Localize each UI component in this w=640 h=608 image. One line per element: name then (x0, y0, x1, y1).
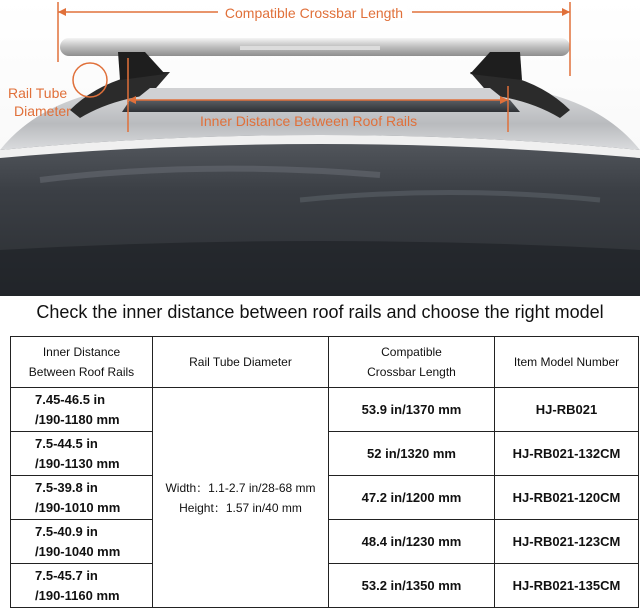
cell-inner-distance: 7.5-40.9 in /190-1040 mm (11, 520, 153, 564)
cell-model-number: HJ-RB021-120CM (495, 476, 639, 520)
cell-inner-distance: 7.45-46.5 in /190-1180 mm (11, 388, 153, 432)
header-crossbar-length: Compatible Crossbar Length (329, 337, 495, 388)
cell-crossbar-length: 53.9 in/1370 mm (329, 388, 495, 432)
crossbar-length-label: Compatible Crossbar Length (0, 6, 628, 20)
cell-inner-distance: 7.5-44.5 in /190-1130 mm (11, 432, 153, 476)
table-row (11, 388, 639, 432)
rail-tube-diameter-label: Rail Tube Diameter (8, 85, 71, 119)
cell-model-number: HJ-RB021-135CM (495, 564, 639, 608)
header-inner-distance: Inner Distance Between Roof Rails (11, 337, 153, 388)
cell-tube-spec: Width：1.1-2.7 in/28-68 mm Height：1.57 in/40 mm (153, 388, 329, 608)
cell-crossbar-length: 48.4 in/1230 mm (329, 520, 495, 564)
header-rail-tube-diameter: Rail Tube Diameter (153, 337, 329, 388)
cell-inner-distance: 7.5-39.8 in /190-1010 mm (11, 476, 153, 520)
cell-inner-distance: 7.5-45.7 in /190-1160 mm (11, 564, 153, 608)
model-table (10, 336, 639, 608)
cell-crossbar-length: 52 in/1320 mm (329, 432, 495, 476)
cell-crossbar-length: 53.2 in/1350 mm (329, 564, 495, 608)
inner-distance-label: Inner Distance Between Roof Rails (200, 113, 418, 129)
sunroof (122, 100, 520, 112)
cell-crossbar-length: 47.2 in/1200 mm (329, 476, 495, 520)
header-model-number: Item Model Number (495, 337, 639, 388)
table-header-row (11, 337, 639, 388)
cell-model-number: HJ-RB021-123CM (495, 520, 639, 564)
cell-model-number: HJ-RB021-132CM (495, 432, 639, 476)
product-photo (0, 0, 640, 296)
caption: Check the inner distance between roof rails and choose the right model (36, 302, 604, 322)
cell-model-number: HJ-RB021 (495, 388, 639, 432)
